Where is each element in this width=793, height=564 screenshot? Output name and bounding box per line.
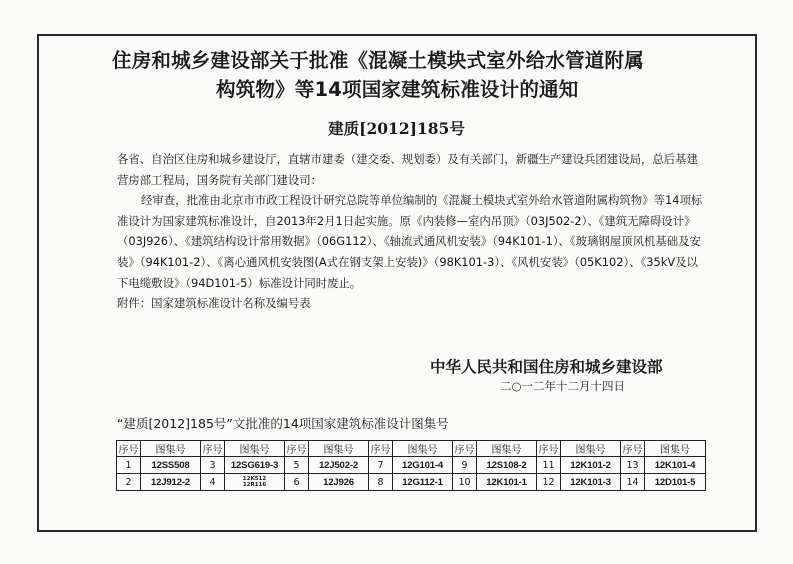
table-caption: “建质[2012]185号”文批准的14项国家建筑标准设计图集号 xyxy=(117,416,449,431)
header-cell: 图集号 xyxy=(309,441,369,457)
seq-cell: 7 xyxy=(369,457,393,474)
header-cell: 图集号 xyxy=(393,441,453,457)
notice-body xyxy=(117,149,707,314)
atlas-code-cell: 12K101-1 xyxy=(477,474,537,491)
atlas-code-cell: 12K101-2 xyxy=(561,457,621,474)
atlas-code-cell: 12SG619-3 xyxy=(225,457,285,474)
seq-cell: 4 xyxy=(201,474,225,491)
seq-cell: 10 xyxy=(453,474,477,491)
seq-cell: 6 xyxy=(285,474,309,491)
header-cell: 序号 xyxy=(621,441,645,457)
header-cell: 序号 xyxy=(117,441,141,457)
main-paragraph: 经审查，批准由北京市市政工程设计研究总院等单位编制的《混凝土模块式室外给水管道附属构筑物》等14项标准设计为国家建筑标准设计，自2013年2月1日起实施。原《内装修—室内吊顶》（03J502-2）、《建筑无障碍设计》（03J926）、《建筑结构设计常用数据》（06G112）、《轴流式通风机安装》（94K101-1）、《玻璃钢屋顶风机基础及安装》（94K101-2）、《离心通风机安装图(A式在钢支架上安装)》（98K101-3）、《风机安装》（05K102）、《35kV及以下电缆敷设》（94D101-5）标准设计同时废止。 xyxy=(117,193,703,290)
header-cell: 序号 xyxy=(285,441,309,457)
seq-cell: 2 xyxy=(117,474,141,491)
seq-cell: 5 xyxy=(285,457,309,474)
table-header-row xyxy=(117,441,706,457)
header-cell: 图集号 xyxy=(225,441,285,457)
table-row xyxy=(117,457,706,474)
atlas-code-cell: 12D101-5 xyxy=(645,474,706,491)
seq-cell: 3 xyxy=(201,457,225,474)
atlas-code-cell: 12K101-4 xyxy=(645,457,706,474)
atlas-code-upper: 12K512 xyxy=(242,476,267,482)
standards-table xyxy=(116,440,706,491)
atlas-code-cell: 12J926 xyxy=(309,474,369,491)
atlas-code-cell: 12K101-3 xyxy=(561,474,621,491)
header-cell: 图集号 xyxy=(645,441,706,457)
seq-cell: 8 xyxy=(369,474,393,491)
header-cell: 图集号 xyxy=(141,441,201,457)
header-cell: 序号 xyxy=(537,441,561,457)
title-line-2: 构筑物》等14项国家建筑标准设计的通知 xyxy=(216,78,579,101)
title-line-1: 住房和城乡建设部关于批准《混凝土模块式室外给水管道附属 xyxy=(112,49,644,72)
header-cell: 序号 xyxy=(201,441,225,457)
atlas-code-cell: 12SS508 xyxy=(141,457,201,474)
document-number: 建质[2012]185号 xyxy=(328,119,465,138)
seq-cell: 11 xyxy=(537,457,561,474)
issue-date: 二○一二年十二月十四日 xyxy=(500,379,626,393)
header-cell: 序号 xyxy=(369,441,393,457)
atlas-code-lower: 12R116 xyxy=(242,482,267,488)
seq-cell: 9 xyxy=(453,457,477,474)
salutation: 各省、自治区住房和城乡建设厅，直辖市建委（建交委、规划委）及有关部门，新疆生产建设兵团建设局，总后基建营房部工程局，国务院有关部门建设司： xyxy=(117,152,698,187)
header-cell: 序号 xyxy=(453,441,477,457)
header-cell: 图集号 xyxy=(561,441,621,457)
atlas-code-cell-stacked xyxy=(225,474,285,491)
issuing-organization: 中华人民共和国住房和城乡建设部 xyxy=(430,358,663,376)
atlas-code-cell: 12S108-2 xyxy=(477,457,537,474)
header-cell: 图集号 xyxy=(477,441,537,457)
attachment-line: 附件：国家建筑标准设计名称及编号表 xyxy=(117,296,311,311)
notice-title xyxy=(60,46,750,104)
atlas-code-cell: 12J912-2 xyxy=(141,474,201,491)
seq-cell: 1 xyxy=(117,457,141,474)
atlas-code-cell: 12G101-4 xyxy=(393,457,453,474)
seq-cell: 13 xyxy=(621,457,645,474)
atlas-code-cell: 12J502-2 xyxy=(309,457,369,474)
atlas-code-cell: 12G112-1 xyxy=(393,474,453,491)
table-row xyxy=(117,474,706,491)
seq-cell: 14 xyxy=(621,474,645,491)
seq-cell: 12 xyxy=(537,474,561,491)
